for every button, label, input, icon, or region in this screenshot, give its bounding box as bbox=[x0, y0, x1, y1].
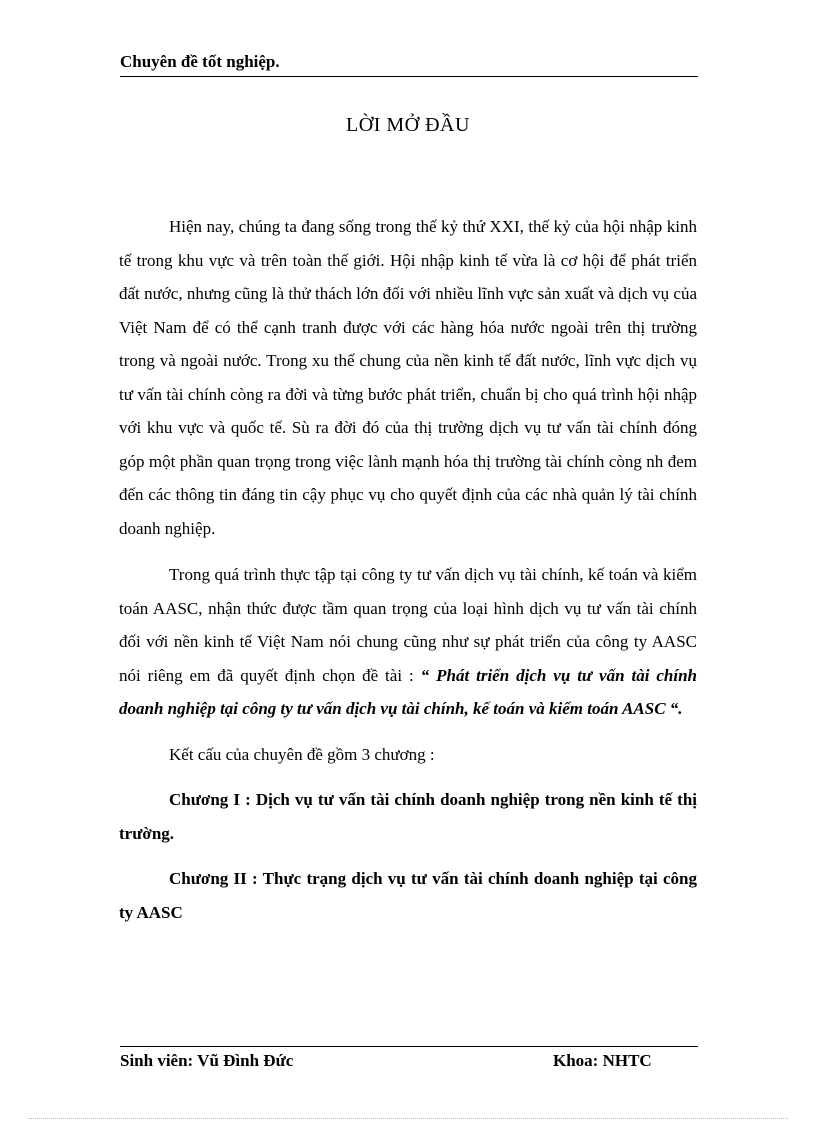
paragraph-intro: Hiện nay, chúng ta đang sống trong thế kỷ thứ XXI, thế kỷ của hội nhập kinh tế trong khu vực và trên toàn thế giới. Hội nhập kinh tế vừa là cơ hội để phát triển đất nước, nhưng cũng là thử thách lớn đối với nhiều lĩnh vực sản xuất và dịch vụ của Việt Nam để có thể cạnh tranh được với các hàng hóa nước ngoài trên thị trường trong và ngoài nước. Trong xu thế chung của nền kinh tế đất nước, lĩnh vực dịch vụ tư vấn tài chính còng ra đời và từng bước phát triển, chuẩn bị cho quá trình hội nhập với khu vực và quốc tế. Sù ra đời đó của thị trường dịch vụ tư vấn tài chính đóng góp một phần quan trọng trong việc lành mạnh hóa thị trường tài chính còng nh đem đến các thông tin đáng tin cậy phục vụ cho quyết định của các nhà quản lý tài chính doanh nghiệp. bbox=[119, 217, 697, 538]
page-bottom-divider bbox=[28, 1118, 788, 1119]
footer-faculty: Khoa: NHTC bbox=[553, 1051, 652, 1070]
chapter-2: Chương II : Thực trạng dịch vụ tư vấn tài chính doanh nghiệp tại công ty AASC bbox=[119, 869, 697, 922]
document-body bbox=[119, 210, 697, 941]
paragraph-topic-text: Trong quá trình thực tập tại công ty tư vấn dịch vụ tài chính, kế toán và kiểm toán AASC, nhận thức được tầm quan trọng của loại hình dịch vụ tư vấn tài chính đối với nền kinh tế Việt Nam nói chung cũng như sự phát triển của công ty AASC nói riêng em đã quyết định chọn đề tài : bbox=[119, 565, 697, 685]
paragraph-topic bbox=[119, 558, 697, 726]
chapter-1: Chương I : Dịch vụ tư vấn tài chính doanh nghiệp trong nền kinh tế thị trường. bbox=[119, 790, 697, 843]
page-title: LỜI MỞ ĐẦU bbox=[346, 114, 470, 136]
paragraph-structure: Kết cấu của chuyên đề gồm 3 chương : bbox=[169, 744, 435, 764]
page-header bbox=[120, 52, 698, 77]
footer-student: Sinh viên: Vũ Đình Đức bbox=[120, 1051, 294, 1070]
page-footer bbox=[120, 1046, 698, 1070]
header-title: Chuyên đề tốt nghiệp. bbox=[120, 52, 280, 71]
thesis-topic: “ Phát triển dịch vụ tư vấn tài chính doanh nghiệp tại công ty tư vấn dịch vụ tài chính, kế toán và kiểm toán AASC “. bbox=[119, 665, 698, 718]
